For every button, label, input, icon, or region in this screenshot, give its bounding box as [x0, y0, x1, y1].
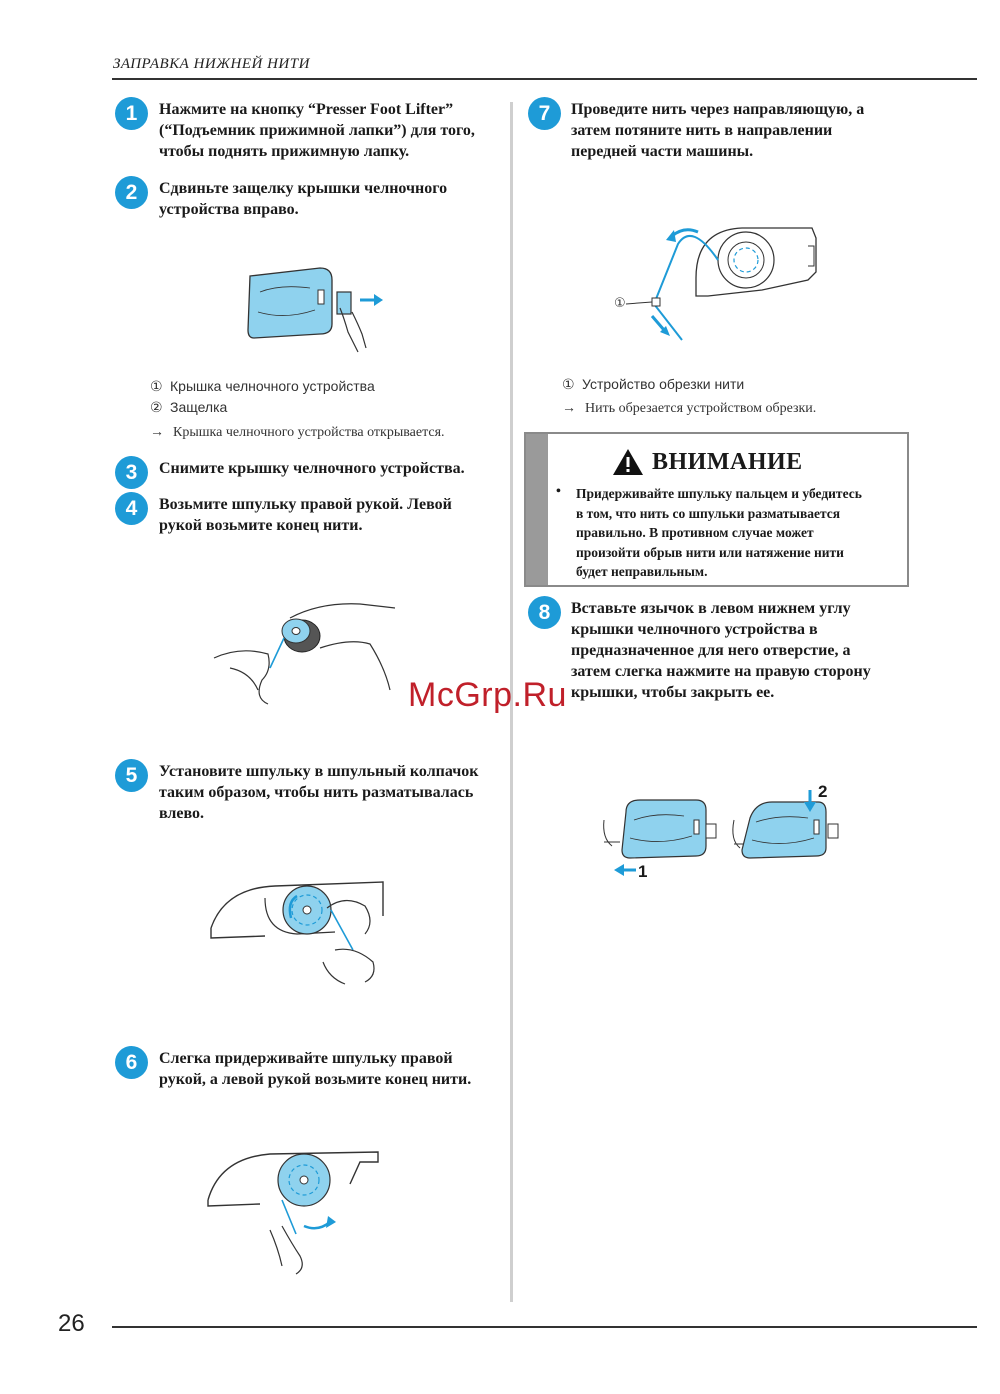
step-5-badge: 5	[115, 759, 148, 792]
note-text: Крышка челночного устройства	[170, 378, 375, 394]
warning-line: будет неправильным.	[576, 564, 708, 579]
step-7-line: Проведите нить через направляющую, а	[571, 101, 865, 118]
bobbin-cover-latch-illustration	[240, 262, 390, 357]
step-7-result	[562, 401, 816, 417]
step-1-badge: 1	[115, 97, 148, 130]
step-1-line: чтобы поднять прижимную лапку.	[159, 143, 410, 160]
step-6-line: рукой, а левой рукой возьмите конец нити.	[159, 1071, 472, 1088]
result-arrow-icon: →	[562, 401, 576, 416]
step-2-result	[150, 425, 445, 441]
step-4-badge: 4	[115, 492, 148, 525]
warning-title-text: ВНИМАНИЕ	[652, 448, 803, 475]
figure-arrow-label-2: 2	[818, 782, 828, 801]
step-1-text	[159, 99, 475, 162]
figure-callout-1: ①	[614, 295, 626, 310]
warning-line: правильно. В противном случае может	[576, 525, 814, 540]
note-text: Устройство обрезки нити	[582, 376, 745, 392]
step-4-text	[159, 494, 452, 536]
page-header-title: ЗАПРАВКА НИЖНЕЙ НИТИ	[113, 56, 310, 72]
step-5-line: Установите шпульку в шпульный колпачок	[159, 763, 479, 780]
step-2-line: устройства вправо.	[159, 201, 299, 218]
warning-body	[576, 484, 916, 582]
step-8-line: Вставьте язычок в левом нижнем углу	[571, 600, 851, 617]
step-6-badge: 6	[115, 1046, 148, 1079]
step-8-line: затем слегка нажмите на правую сторону	[571, 663, 871, 680]
hands-holding-bobbin-illustration	[210, 598, 400, 710]
step-8-line: крышки челночного устройства в	[571, 621, 818, 638]
step-5-text	[159, 761, 479, 824]
warning-stripe	[526, 434, 548, 585]
step-2-note-1	[150, 378, 375, 395]
step-7-badge: 7	[528, 97, 561, 130]
note-marker: ①	[150, 378, 163, 394]
step-3-text	[159, 458, 465, 479]
step-2-text	[159, 178, 447, 220]
step-2-note-2	[150, 399, 227, 416]
warning-line: в том, что нить со шпульки разматывается	[576, 505, 841, 521]
step-8-text	[571, 598, 871, 703]
step-1-line: Нажмите на кнопку “Presser Foot Lifter”	[159, 101, 454, 118]
step-8-badge: 8	[528, 596, 561, 629]
step-4-line: рукой возьмите конец нити.	[159, 517, 363, 534]
step-5-line: влево.	[159, 805, 205, 822]
step-3-line: Снимите крышку челночного устройства.	[159, 460, 465, 477]
step-8-line: предназначенное для него отверстие, а	[571, 642, 851, 659]
warning-title	[612, 448, 803, 476]
header-rule	[112, 78, 977, 80]
step-6-line: Слегка придерживайте шпульку правой	[159, 1050, 453, 1067]
note-marker: ①	[562, 376, 575, 392]
insert-bobbin-illustration	[205, 878, 395, 990]
step-2-badge: 2	[115, 176, 148, 209]
footer-rule	[112, 1326, 977, 1328]
step-6-text	[159, 1048, 471, 1090]
page-number: 26	[58, 1310, 85, 1337]
step-5-line: таким образом, чтобы нить разматывалась	[159, 784, 474, 801]
figure-arrow-label-1: 1	[638, 862, 648, 881]
step-4-line: Возьмите шпульку правой рукой. Левой	[159, 496, 452, 513]
step-7-line: затем потяните нить в направлении	[571, 122, 833, 139]
note-text: Защелка	[170, 399, 228, 415]
step-7-note-1	[562, 376, 744, 393]
step-7-text	[571, 99, 864, 162]
result-arrow-icon: →	[150, 425, 164, 440]
step-2-line: Сдвиньте защелку крышки челночного	[159, 180, 448, 197]
warning-box	[524, 432, 909, 587]
thread-guide-cutter-illustration	[612, 222, 822, 346]
hold-bobbin-thread-illustration	[200, 1148, 385, 1276]
result-text: Крышка челночного устройства открывается.	[173, 425, 445, 440]
warning-line: Придерживайте шпульку пальцем и убедитесь	[576, 486, 862, 501]
step-1-line: (“Подъемник прижимной лапки”) для того,	[159, 122, 475, 139]
warning-line: произойти обрыв нити или натяжение нити	[576, 544, 844, 560]
result-text: Нить обрезается устройством обрезки.	[585, 401, 817, 416]
step-3-badge: 3	[115, 456, 148, 489]
warning-bullet: •	[556, 484, 561, 499]
warning-triangle-icon	[612, 448, 644, 476]
step-8-line: крышки, чтобы закрыть ее.	[571, 684, 775, 701]
step-7-line: передней части машины.	[571, 143, 754, 160]
note-marker: ②	[150, 399, 163, 415]
watermark: McGrp.Ru	[408, 676, 567, 714]
